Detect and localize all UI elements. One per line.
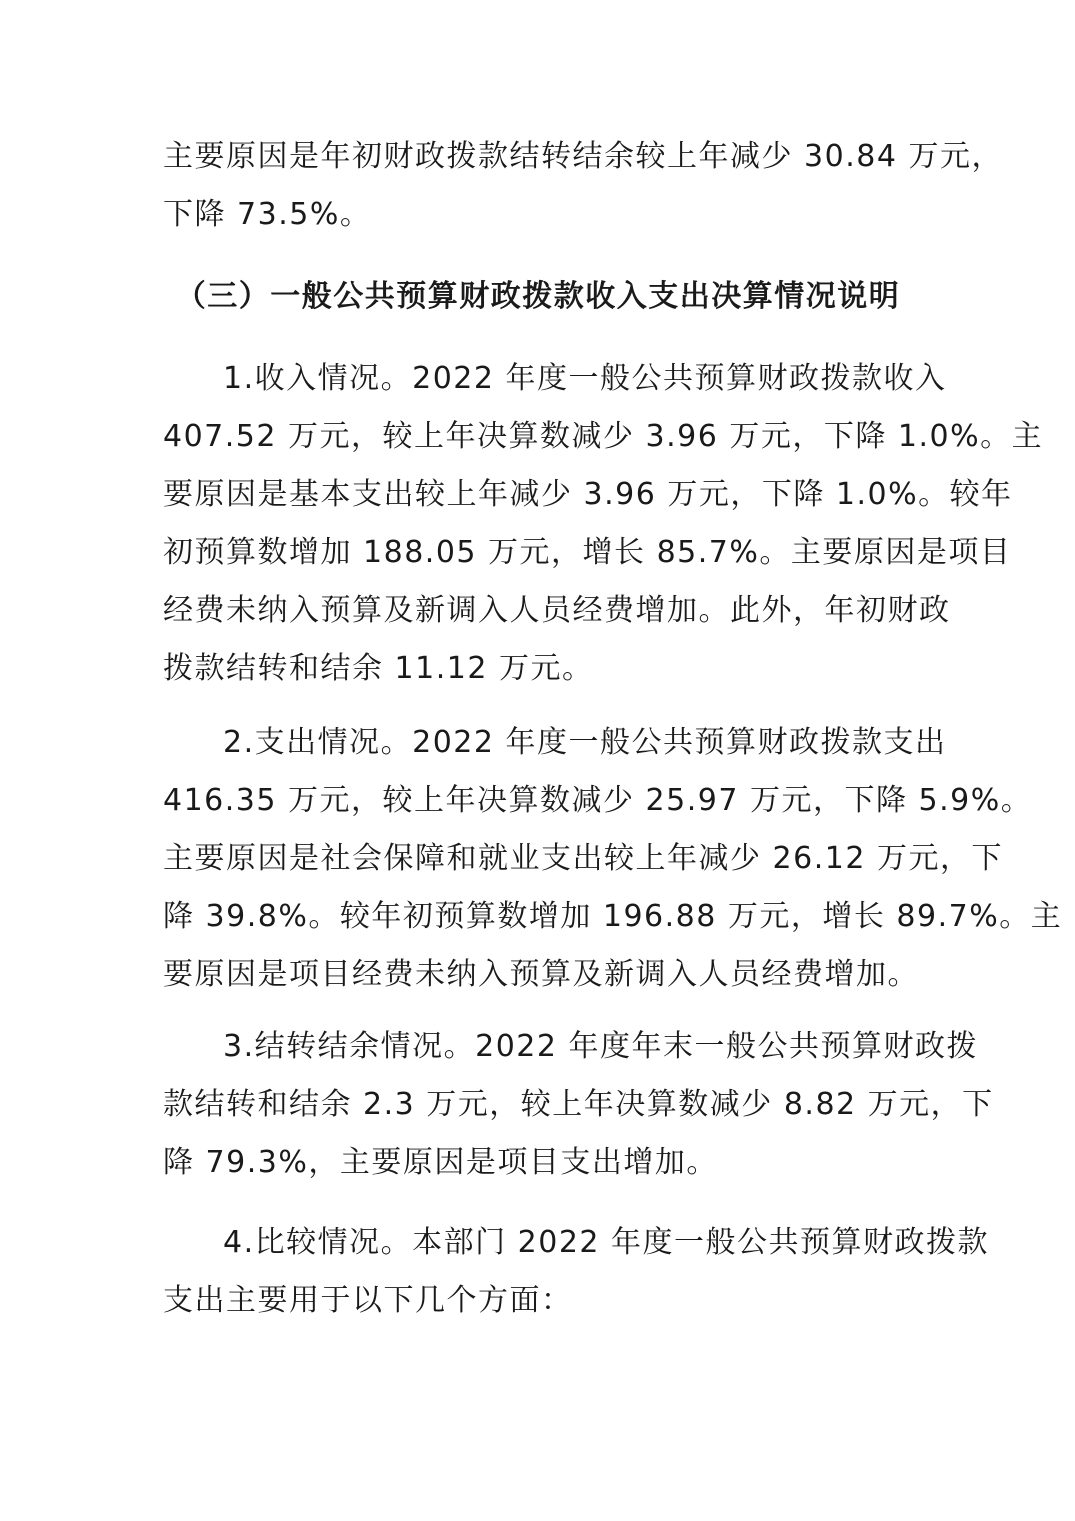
- text-line: 降 79.3%，主要原因是项目支出增加。: [163, 1145, 718, 1180]
- carryover-paragraph: [163, 1018, 994, 1192]
- text-line: 407.52 万元，较上年决算数减少 3.96 万元，下降 1.0%。主: [163, 419, 1044, 454]
- text-line: 初预算数增加 188.05 万元，增长 85.7%。主要原因是项目: [163, 535, 1012, 570]
- income-paragraph: [163, 350, 1044, 698]
- text-line: 4.比较情况。本部门 2022 年度一般公共预算财政拨款: [223, 1225, 990, 1260]
- section-heading: （三）一般公共预算财政拨款收入支出决算情况说明: [175, 279, 901, 314]
- expenditure-paragraph: [163, 714, 1063, 1004]
- text-line: 降 39.8%。较年初预算数增加 196.88 万元，增长 89.7%。主: [163, 899, 1063, 934]
- text-line: 支出主要用于以下几个方面：: [163, 1283, 573, 1318]
- text-line: 主要原因是年初财政拨款结转结余较上年减少 30.84 万元，: [163, 139, 1003, 174]
- text-line: 416.35 万元，较上年决算数减少 25.97 万元，下降 5.9%。: [163, 783, 1033, 818]
- text-line: 经费未纳入预算及新调入人员经费增加。此外，年初财政: [163, 593, 951, 628]
- text-line: 要原因是项目经费未纳入预算及新调入人员经费增加。: [163, 957, 919, 992]
- text-line: 1.收入情况。2022 年度一般公共预算财政拨款收入: [223, 361, 947, 396]
- text-line: 下降 73.5%。: [163, 197, 372, 232]
- text-line: 款结转和结余 2.3 万元，较上年决算数减少 8.82 万元，下: [163, 1087, 994, 1122]
- continuation-paragraph: [163, 128, 1003, 244]
- text-line: 要原因是基本支出较上年减少 3.96 万元，下降 1.0%。较年: [163, 477, 1013, 512]
- text-line: 拨款结转和结余 11.12 万元。: [163, 651, 594, 686]
- text-line: 3.结转结余情况。2022 年度年末一般公共预算财政拨: [223, 1029, 979, 1064]
- text-line: 主要原因是社会保障和就业支出较上年减少 26.12 万元，下: [163, 841, 1003, 876]
- text-line: 2.支出情况。2022 年度一般公共预算财政拨款支出: [223, 725, 947, 760]
- comparison-paragraph: [163, 1214, 990, 1330]
